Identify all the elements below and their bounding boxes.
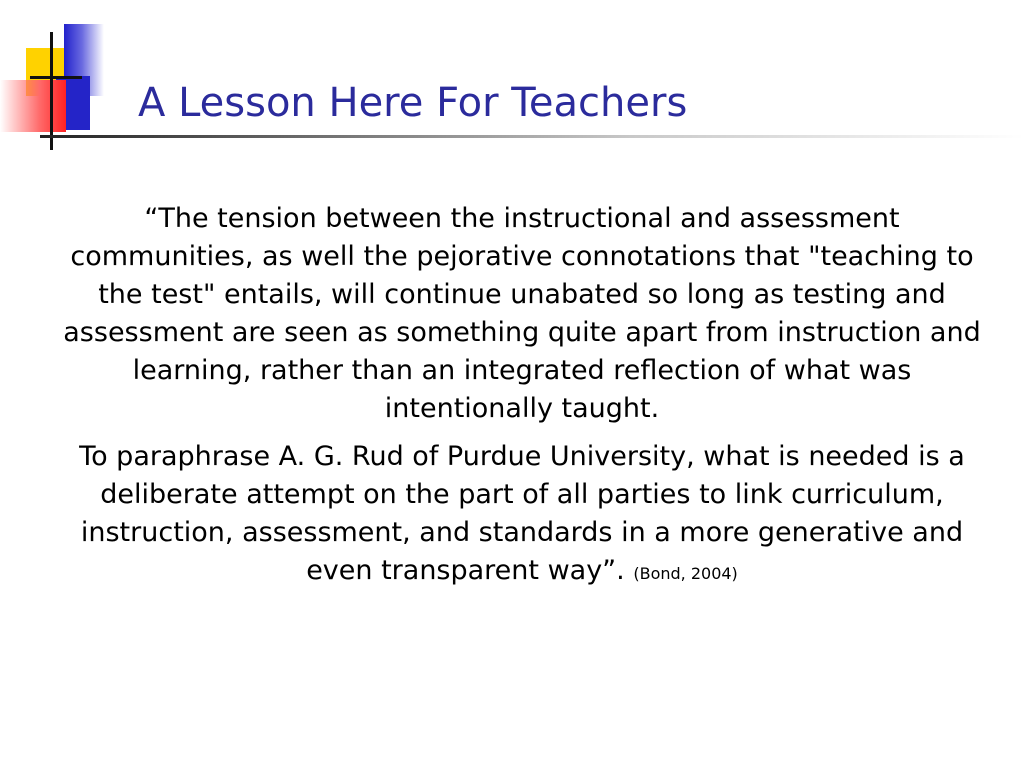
quote-paragraph: “The tension between the instructional and assessment communities, as well the pejorative connotations that "teaching to the test" entails, will continue unabated so long as testing and assessment are seen as something quite apart from instruction and learning, rather than an integrated reflection of what was intentionally taught. xyxy=(63,203,981,424)
horizontal-line xyxy=(30,76,82,79)
slide-body xyxy=(60,200,984,603)
title-divider xyxy=(40,135,1024,138)
vertical-line xyxy=(50,32,53,150)
slide-title: A Lesson Here For Teachers xyxy=(138,80,688,126)
red-gradient-bar xyxy=(0,80,66,132)
paraphrase-paragraph: To paraphrase A. G. Rud of Purdue University, what is needed is a deliberate attempt on the part of all parties to link curriculum, instruction, assessment, and standards in a more generative and even transparent way”. xyxy=(79,441,965,586)
citation: (Bond, 2004) xyxy=(633,564,738,583)
paraphrase-block xyxy=(60,438,984,593)
